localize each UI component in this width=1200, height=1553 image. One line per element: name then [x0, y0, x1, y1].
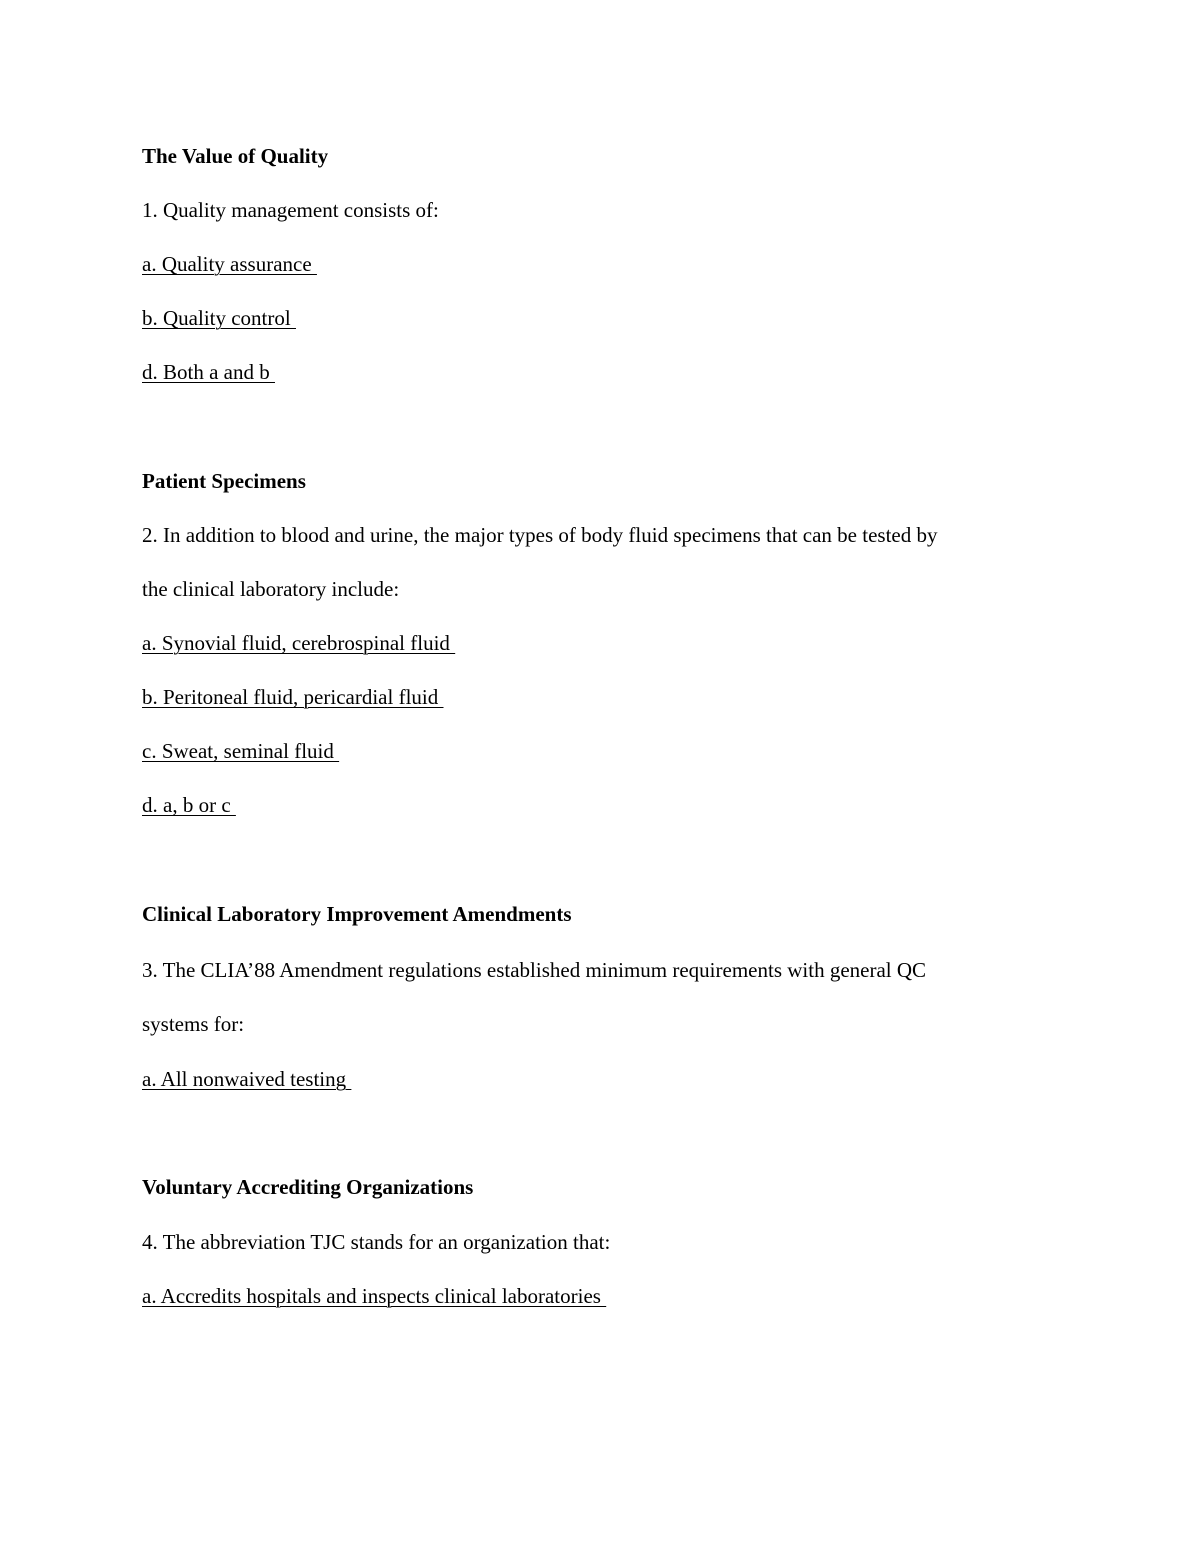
answer-2d: d. a, b or c — [142, 793, 236, 817]
question-2-text-line-1: 2. In addition to blood and urine, the major types of body fluid specimens that can be tested by — [142, 523, 938, 547]
answer-1d: d. Both a and b — [142, 360, 275, 384]
answer-2a: a. Synovial fluid, cerebrospinal fluid — [142, 631, 456, 655]
question-4-text: 4. The abbreviation TJC stands for an organization that: — [142, 1230, 611, 1254]
answer-3a: a. All nonwaived testing — [142, 1067, 352, 1091]
answer-2b: b. Peritoneal fluid, pericardial fluid — [142, 685, 444, 709]
section-heading-value-of-quality: The Value of Quality — [142, 144, 329, 168]
answer-1b: b. Quality control — [142, 306, 296, 330]
answer-4a: a. Accredits hospitals and inspects clinical laboratories — [142, 1284, 607, 1308]
question-1-text: 1. Quality management consists of: — [142, 198, 439, 222]
section-heading-patient-specimens: Patient Specimens — [142, 469, 306, 493]
answer-1a: a. Quality assurance — [142, 252, 317, 276]
section-heading-voluntary-accrediting: Voluntary Accrediting Organizations — [142, 1175, 474, 1199]
question-2-text-line-2: the clinical laboratory include: — [142, 577, 400, 601]
question-3-text-line-2: systems for: — [142, 1012, 245, 1036]
question-3-text-line-1: 3. The CLIA’88 Amendment regulations established minimum requirements with general QC — [142, 958, 927, 982]
answer-2c: c. Sweat, seminal fluid — [142, 739, 340, 763]
section-heading-clia: Clinical Laboratory Improvement Amendments — [142, 902, 572, 926]
